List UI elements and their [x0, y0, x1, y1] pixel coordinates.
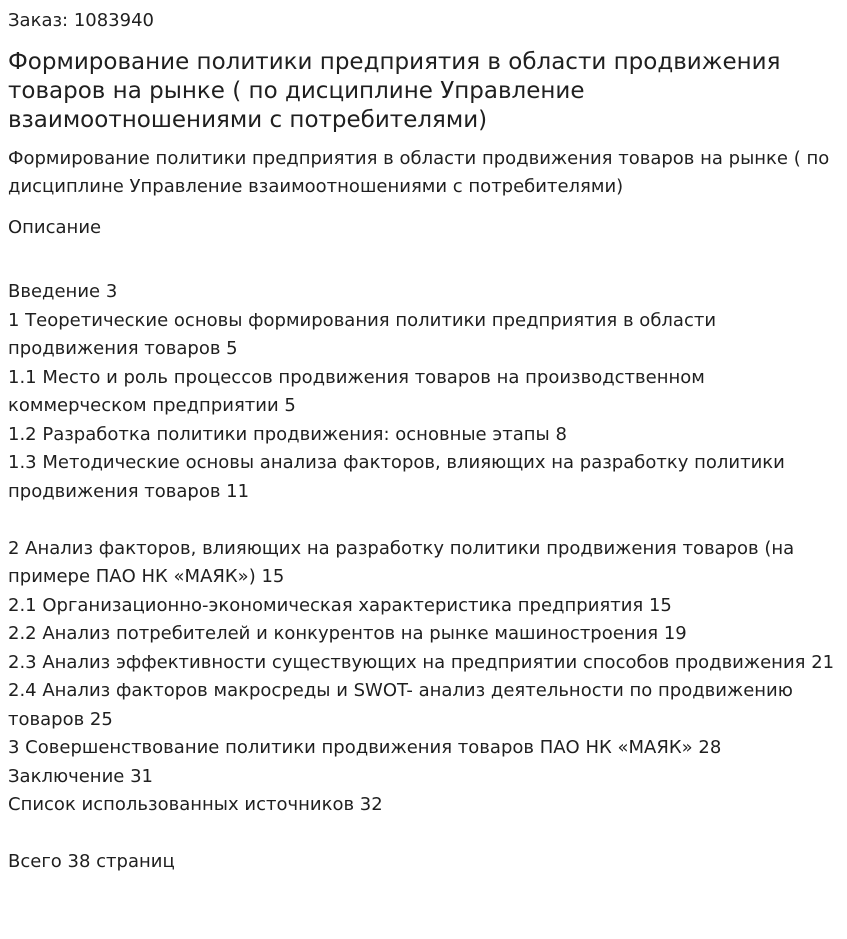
- toc-item-chapter-3: 3 Совершенствование политики продвижения товаров ПАО НК «МАЯК» 28: [8, 737, 722, 758]
- toc-item-2-2: 2.2 Анализ потребителей и конкурентов на рынке машиностроения 19: [8, 623, 687, 644]
- toc-item-chapter-2: 2 Анализ факторов, влияющих на разработку политики продвижения товаров (на примере ПАО НК «МАЯК») 15: [8, 537, 795, 587]
- toc-item-conclusion: Заключение 31: [8, 765, 153, 787]
- toc-item-1-3: 1.3 Методические основы анализа факторов, влияющих на разработку политики продвижения товаров 11: [8, 452, 785, 502]
- table-of-contents: [8, 278, 839, 820]
- toc-item-1-2: 1.2 Разработка политики продвижения: основные этапы 8: [8, 423, 567, 445]
- toc-item-references: Список использованных источников 32: [8, 794, 383, 815]
- toc-item-1-1: 1.1 Место и роль процессов продвижения товаров на производственном коммерческом предприятии 5: [8, 366, 705, 416]
- page-title: Формирование политики предприятия в области продвижения товаров на рынке ( по дисциплине Управление взаимоотношениями с потребителями): [8, 49, 781, 133]
- toc-item-2-1: 2.1 Организационно-экономическая характеристика предприятия 15: [8, 594, 672, 616]
- description-heading: Описание: [8, 217, 102, 238]
- total-pages: Всего 38 страниц: [8, 850, 175, 872]
- order-number: Заказ: 1083940: [8, 10, 154, 31]
- toc-item-introduction: Введение 3: [8, 281, 118, 302]
- toc-item-chapter-1: 1 Теоретические основы формирования политики предприятия в области продвижения товаров 5: [8, 309, 717, 359]
- toc-item-2-3: 2.3 Анализ эффективности существующих на предприятии способов продвижения 21: [8, 651, 835, 673]
- page-subtitle: Формирование политики предприятия в области продвижения товаров на рынке ( по дисциплине Управление взаимоотношениями с потребителями): [8, 148, 830, 197]
- toc-item-2-4: 2.4 Анализ факторов макросреды и SWOT- анализ деятельности по продвижению товаров 25: [8, 680, 793, 730]
